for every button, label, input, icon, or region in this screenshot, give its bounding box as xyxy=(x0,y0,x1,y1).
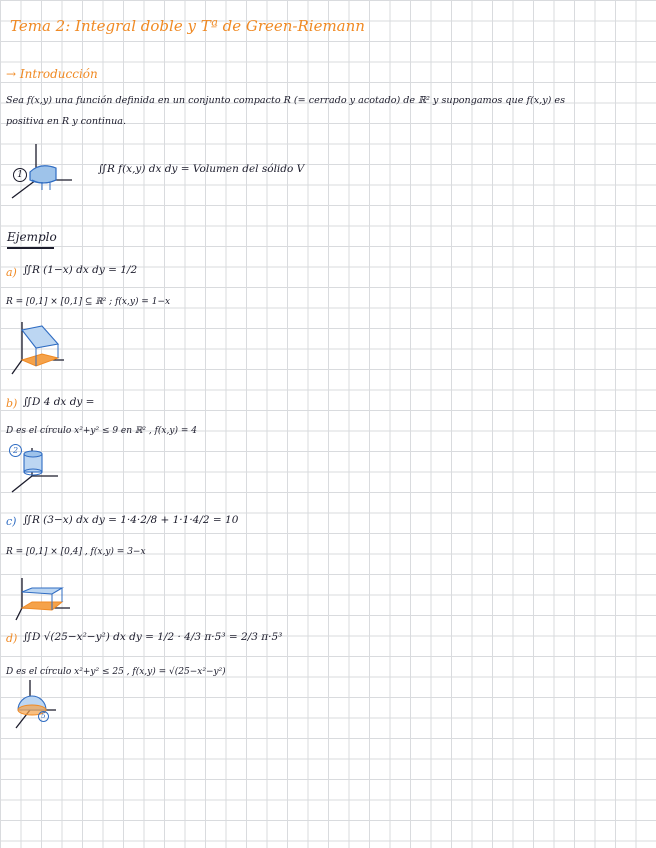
intro-text-line-2: positiva en R y continua. xyxy=(6,116,127,127)
example-letter-a: a) xyxy=(6,266,17,279)
intro-formula: ∬R f(x,y) dx dy = Volumen del sólido V xyxy=(98,163,305,175)
heading-underline xyxy=(7,247,54,249)
figure-number-badge-d: 5 xyxy=(38,711,49,722)
example-letter-c: c) xyxy=(6,515,17,528)
page-title: Tema 2: Integral doble y Tª de Green-Riemann xyxy=(10,17,365,35)
example-desc-a: R = [0,1] × [0,1] ⊆ ℝ² ; f(x,y) = 1−x xyxy=(6,297,171,307)
example-formula-d: ∬D √(25−x²−y²) dx dy = 1/2 · 4/3 π·5³ = 2/3 π·5³ xyxy=(23,631,283,643)
section-heading-examples: Ejemplo xyxy=(7,230,57,244)
example-desc-c: R = [0,1] × [0,4] , f(x,y) = 3−x xyxy=(6,547,146,557)
example-letter-d: d) xyxy=(6,632,18,645)
example-letter-b: b) xyxy=(6,397,18,410)
example-formula-c: ∬R (3−x) dx dy = 1·4·2/8 + 1·1·4/2 = 10 xyxy=(23,514,239,526)
figure-number-badge-b: 2 xyxy=(9,444,22,457)
hemisphere-sketch xyxy=(10,676,62,732)
example-desc-b: D es el círculo x²+y² ≤ 9 en ℝ² , f(x,y) = 4 xyxy=(6,426,197,436)
wedge-solid-sketch xyxy=(8,318,70,376)
intro-text-line-1: Sea f(x,y) una función definida en un conjunto compacto R (= cerrado y acotado) de ℝ² y supongamos que f(x,y) es xyxy=(6,95,566,106)
figure-number-badge: 1 xyxy=(13,168,27,182)
example-desc-d: D es el círculo x²+y² ≤ 25 , f(x,y) = √(25−x²−y²) xyxy=(6,667,226,677)
prism-sketch xyxy=(12,572,74,624)
section-heading-intro: → Introducción xyxy=(6,67,98,81)
example-formula-b: ∬D 4 dx dy = xyxy=(23,396,95,408)
cylinder-sketch xyxy=(8,446,64,494)
example-formula-a: ∬R (1−x) dx dy = 1/2 xyxy=(23,264,138,276)
